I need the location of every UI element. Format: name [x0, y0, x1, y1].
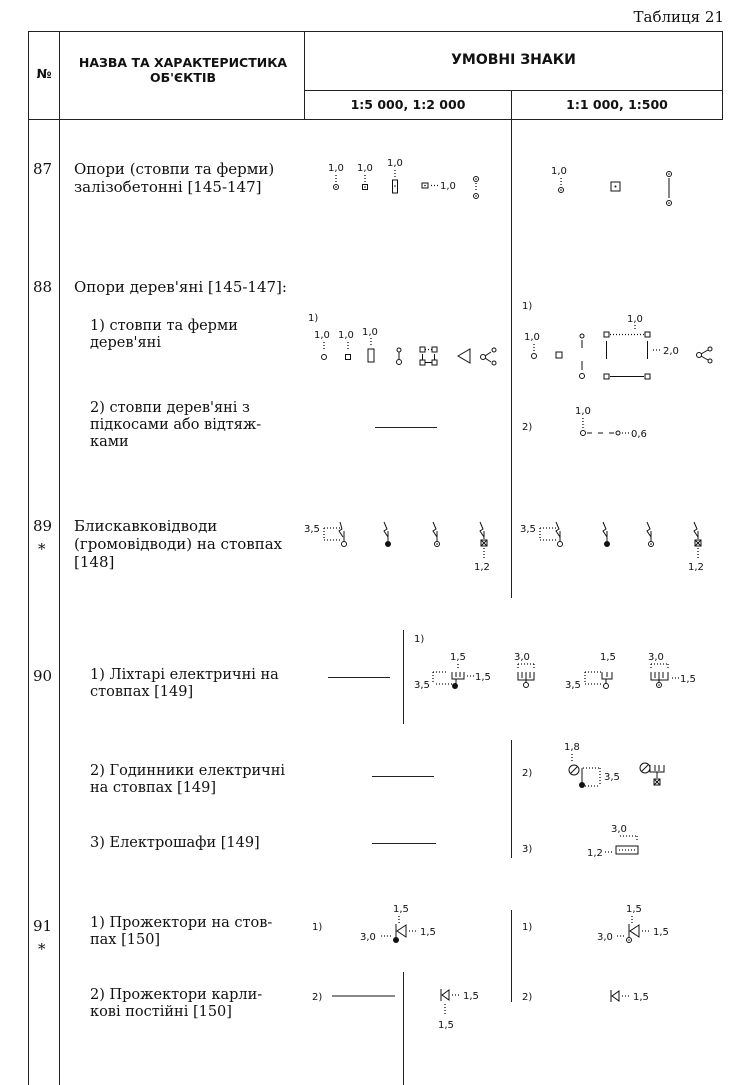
row-num-87: 87: [33, 160, 53, 178]
row90-divider-a: [403, 630, 404, 724]
name-91-sub2: 2) Прожектори карли-кові постійні [150]: [90, 987, 263, 1020]
dim-label: 1,5: [475, 672, 491, 683]
dim-label: 1,5: [463, 991, 479, 1002]
item-marker: 1): [522, 301, 533, 312]
header-scale-a: 1:5 000, 1:2 000: [350, 97, 466, 112]
row91-divider-b: [403, 972, 404, 1085]
name-88-sub2: 2) стовпи дерев'яні з підкосами або відтяж-ками: [90, 400, 262, 450]
row-star-91: *: [38, 940, 46, 958]
symbol-90-3-electric-cabinet-large-scale: [520, 818, 680, 863]
dim-label: 1,5: [633, 992, 649, 1003]
name-90-sub3: 3) Електрошафи [149]: [90, 835, 260, 851]
dim-label: 0,6: [631, 429, 647, 440]
header-signs: УМОВНІ ЗНАКИ: [451, 52, 576, 68]
item-marker: 1): [312, 922, 323, 933]
table-left-border: [28, 31, 29, 1085]
dim-label: 1,2: [474, 562, 490, 573]
dim-label: 3,5: [304, 524, 320, 535]
dim-label: 3,0: [597, 932, 613, 943]
dim-label: 2,0: [663, 346, 679, 357]
symbol-87-concrete-poles-large-scale: [545, 160, 695, 215]
item-marker: 2): [522, 768, 533, 779]
dim-label: 1,0: [338, 330, 354, 341]
dim-label: 1,5: [653, 927, 669, 938]
signs-subheader-rule: [304, 90, 722, 91]
symbol-89-lightning-rods-small-scale: [304, 512, 509, 577]
symbol-87-concrete-poles-small-scale: [320, 155, 500, 215]
item-marker: 2): [522, 422, 533, 433]
dim-label: 1,5: [420, 927, 436, 938]
row91-divider-a: [511, 910, 512, 1002]
table-caption: Таблиця 21: [633, 8, 724, 26]
item-marker: 2): [522, 992, 533, 1003]
dim-label: 1,5: [680, 674, 696, 685]
dim-label: 3,0: [611, 824, 627, 835]
dim-label: 1,5: [626, 904, 642, 915]
symbol-89-lightning-rods-large-scale: [520, 512, 725, 577]
dim-label: 1,2: [587, 848, 603, 859]
row90-divider-b: [511, 740, 512, 858]
dim-label: 1,0: [314, 330, 330, 341]
row-num-88: 88: [33, 278, 53, 296]
symbol-88-1-wooden-poles-large-scale: [520, 295, 720, 390]
symbol-91-2-small-projectors-small-scale-a: [310, 985, 400, 1010]
row-num-91: 91: [33, 917, 53, 935]
dim-label: 1,5: [450, 652, 466, 663]
symbol-91-2-small-projectors-large-scale: [520, 985, 690, 1010]
row-star-89: *: [38, 540, 46, 558]
name-87: Опори (стовпи та ферми) залізобетонні [145-147]: [74, 160, 275, 196]
symbol-91-1-projectors-small-scale: [310, 900, 470, 955]
symbol-91-2-small-projectors-small-scale-b: [430, 983, 500, 1033]
symbol-88-2-braced-pole-large-scale: [520, 402, 690, 447]
dim-label: 3,0: [648, 652, 664, 663]
symbol-90-3-absent-line: [372, 843, 436, 844]
dim-label: 1,8: [564, 742, 580, 753]
dim-label: 3,5: [565, 680, 581, 691]
scale-column-divider: [511, 120, 512, 598]
dim-label: 1,0: [387, 158, 403, 169]
name-89: Блискавковідводи (громовідводи) на стовпах [148]: [74, 517, 283, 571]
dim-label: 1,5: [393, 904, 409, 915]
dim-label: 3,0: [514, 652, 530, 663]
dim-label: 1,0: [440, 181, 456, 192]
dim-label: 3,0: [360, 932, 376, 943]
dim-label: 3,5: [520, 524, 536, 535]
header-bottom-rule: [28, 119, 722, 120]
dim-label: 3,5: [414, 680, 430, 691]
symbol-90-2-absent-line: [372, 776, 434, 777]
symbol-90-1-street-lamps-large-scale: [410, 630, 710, 705]
header-scale-b: 1:1 000, 1:500: [566, 97, 668, 112]
dim-label: 1,2: [688, 562, 704, 573]
symbol-88-2-absent-line: [375, 427, 437, 428]
dim-label: 1,0: [362, 327, 378, 338]
name-90-sub1: 1) Ліхтарі електричні на стовпах [149]: [90, 667, 279, 700]
symbol-90-2-clocks-large-scale: [520, 738, 700, 803]
dim-label: 1,0: [357, 163, 373, 174]
table-right-border: [722, 31, 723, 120]
symbol-88-1-wooden-poles-small-scale: [306, 305, 506, 375]
header-name: НАЗВА ТА ХАРАКТЕРИСТИКА ОБ'ЄКТІВ: [78, 55, 288, 85]
item-marker: 3): [522, 844, 533, 855]
table-top-border: [28, 31, 722, 32]
item-marker: 1): [522, 922, 533, 933]
dim-label: 1,0: [627, 314, 643, 325]
dim-label: 1,0: [328, 163, 344, 174]
dim-label: 1,5: [600, 652, 616, 663]
row-num-90: 90: [33, 667, 53, 685]
symbol-91-1-projectors-large-scale: [520, 900, 690, 955]
dim-label: 1,0: [524, 332, 540, 343]
item-marker: 1): [414, 634, 425, 645]
name-90-sub2: 2) Годинники електричні на стовпах [149]: [90, 763, 286, 796]
dim-label: 1,0: [551, 166, 567, 177]
item-marker: 1): [308, 313, 319, 324]
symbol-90-1-absent-line: [328, 677, 390, 678]
dim-label: 3,5: [604, 772, 620, 783]
dim-label: 1,5: [438, 1020, 454, 1031]
name-88-sub1: 1) стовпи та ферми дерев'яні: [90, 318, 238, 351]
row-num-89: 89: [33, 517, 53, 535]
name-88: Опори дерев'яні [145-147]:: [74, 278, 287, 296]
num-column-divider: [59, 31, 60, 1085]
item-marker: 2): [312, 992, 323, 1003]
name-91-sub1: 1) Прожектори на стов-пах [150]: [90, 915, 273, 948]
header-num: №: [36, 66, 52, 81]
dim-label: 1,0: [575, 406, 591, 417]
